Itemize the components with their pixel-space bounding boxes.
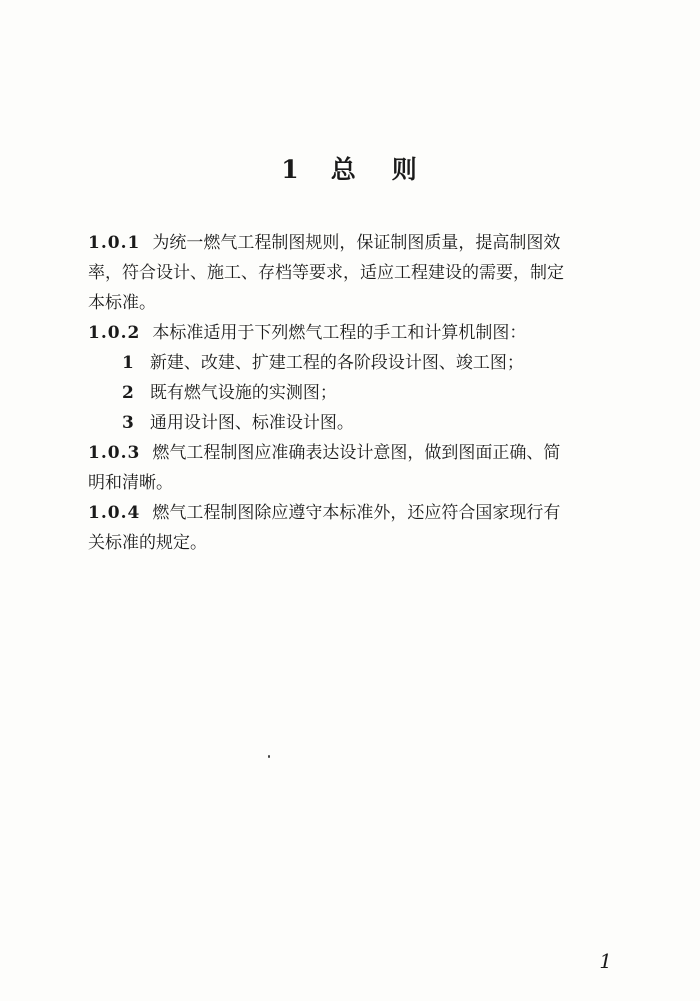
clause-text: 明和清晰。 bbox=[88, 473, 173, 493]
clause-text: 燃气工程制图除应遵守本标准外，还应符合国家现行有 bbox=[152, 503, 561, 523]
item-number: 1 bbox=[122, 353, 134, 373]
chapter-title-char-2: 则 bbox=[391, 155, 419, 184]
item-number: 3 bbox=[122, 413, 134, 433]
clause-1-0-3 bbox=[88, 438, 620, 498]
clause-number: 1.0.4 bbox=[88, 503, 141, 523]
clause-text: 燃气工程制图应准确表达设计意图，做到图面正确、简 bbox=[152, 443, 561, 463]
page-number: 1 bbox=[599, 949, 612, 973]
clause-number: 1.0.2 bbox=[88, 323, 141, 343]
chapter-number: 1 bbox=[281, 155, 301, 184]
chapter-title-char-1: 总 bbox=[330, 155, 358, 184]
list-item bbox=[88, 408, 620, 438]
item-text: 既有燃气设施的实测图； bbox=[149, 383, 337, 403]
list-item bbox=[88, 378, 620, 408]
item-text: 通用设计图、标准设计图。 bbox=[149, 413, 354, 433]
scan-speck bbox=[268, 755, 270, 758]
item-number: 2 bbox=[122, 383, 134, 403]
clause-text: 本标准。 bbox=[88, 293, 156, 313]
clause-1-0-2 bbox=[88, 318, 620, 438]
clause-text: 为统一燃气工程制图规则，保证制图质量，提高制图效 bbox=[152, 233, 561, 253]
clause-1-0-1 bbox=[88, 228, 620, 318]
clause-number: 1.0.1 bbox=[88, 233, 141, 253]
clause-1-0-4 bbox=[88, 498, 620, 558]
clause-number: 1.0.3 bbox=[88, 443, 141, 463]
item-text: 新建、改建、扩建工程的各阶段设计图、竣工图； bbox=[149, 353, 524, 373]
clause-text: 关标准的规定。 bbox=[88, 533, 207, 553]
clause-list bbox=[88, 228, 620, 558]
list-item bbox=[88, 348, 620, 378]
clause-text: 本标准适用于下列燃气工程的手工和计算机制图： bbox=[152, 323, 527, 343]
chapter-title bbox=[0, 150, 700, 186]
clause-text: 率，符合设计、施工、存档等要求，适应工程建设的需要，制定 bbox=[88, 263, 564, 283]
